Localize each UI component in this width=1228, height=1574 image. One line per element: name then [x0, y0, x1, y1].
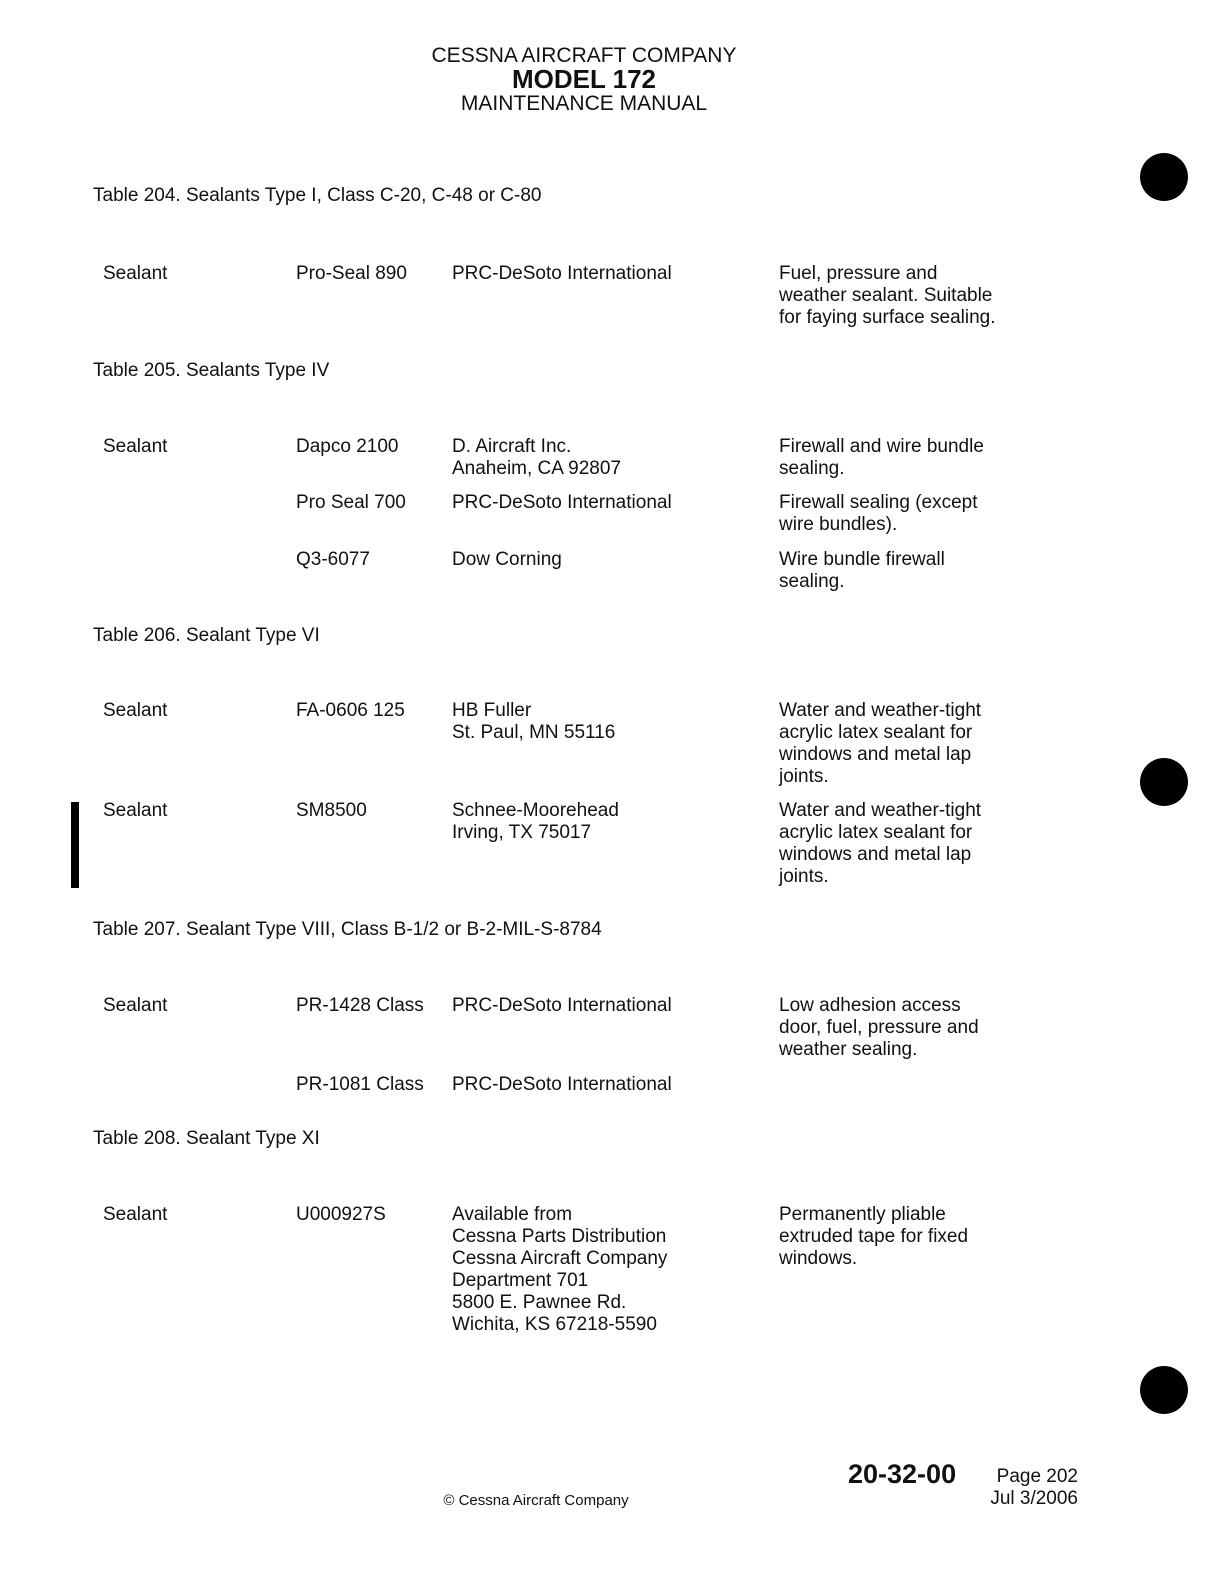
punch-hole: [1140, 758, 1188, 806]
table-cell-use: Firewall and wire bundle sealing.: [779, 436, 984, 479]
copyright: © Cessna Aircraft Company: [443, 1492, 629, 1509]
table-cell-source: HB Fuller St. Paul, MN 55116: [452, 700, 616, 743]
table-cell-item: Sealant: [103, 263, 168, 284]
table-cell-use: Permanently pliable extruded tape for fixed windows.: [779, 1204, 969, 1269]
table-cell-part: FA-0606 125: [296, 700, 405, 721]
table-caption: Table 206. Sealant Type VI: [93, 625, 320, 646]
table-cell-use: Fuel, pressure and weather sealant. Suitable for faying surface sealing.: [779, 263, 996, 328]
table-cell-source: D. Aircraft Inc. Anaheim, CA 92807: [452, 436, 622, 479]
table-cell-source: PRC-DeSoto International: [452, 1074, 672, 1095]
table-caption: Table 208. Sealant Type XI: [93, 1128, 320, 1149]
table-caption: Table 207. Sealant Type VIII, Class B-1/2 or B-2-MIL-S-8784: [93, 919, 602, 940]
header-model: MODEL 172: [511, 64, 656, 94]
table-caption: Table 204. Sealants Type I, Class C-20, C-48 or C-80: [93, 185, 542, 206]
header-manual: MAINTENANCE MANUAL: [460, 92, 708, 115]
table-cell-part: Dapco 2100: [296, 436, 399, 457]
revision-date: Jul 3/2006: [990, 1488, 1078, 1509]
table-cell-use: Wire bundle firewall sealing.: [779, 549, 945, 592]
table-cell-item: Sealant: [103, 700, 168, 721]
table-cell-use: Water and weather-tight acrylic latex sealant for windows and metal lap joints.: [779, 700, 982, 787]
table-cell-part: Pro Seal 700: [296, 492, 406, 513]
table-cell-source: PRC-DeSoto International: [452, 492, 672, 513]
header-company: CESSNA AIRCRAFT COMPANY: [431, 44, 737, 67]
section-number: 20-32-00: [848, 1459, 957, 1489]
table-cell-part: U000927S: [296, 1204, 386, 1225]
table-cell-use: Low adhesion access door, fuel, pressure and weather sealing.: [779, 995, 979, 1060]
punch-hole: [1140, 1366, 1188, 1414]
table-cell-item: Sealant: [103, 1204, 168, 1225]
table-cell-part: PR-1428 Class: [296, 995, 424, 1016]
table-cell-item: Sealant: [103, 800, 168, 821]
table-cell-item: Sealant: [103, 995, 168, 1016]
table-cell-part: Pro-Seal 890: [296, 263, 407, 284]
table-cell-source: Schnee-Moorehead Irving, TX 75017: [452, 800, 619, 843]
table-cell-source: PRC-DeSoto International: [452, 995, 672, 1016]
revision-change-bar: [71, 802, 79, 888]
table-cell-item: Sealant: [103, 436, 168, 457]
table-cell-source: Dow Corning: [452, 549, 562, 570]
table-cell-part: PR-1081 Class: [296, 1074, 424, 1095]
table-cell-source: Available from Cessna Parts Distribution Cessna Aircraft Company Department 701 5800 E. Pawnee Rd. Wichita, KS 67218-5590: [452, 1204, 668, 1335]
table-cell-use: Firewall sealing (except wire bundles).: [779, 492, 978, 535]
table-cell-part: Q3-6077: [296, 549, 370, 570]
table-caption: Table 205. Sealants Type IV: [93, 360, 330, 381]
table-cell-source: PRC-DeSoto International: [452, 263, 672, 284]
page-number: Page 202: [996, 1466, 1078, 1487]
punch-hole: [1140, 153, 1188, 201]
table-cell-part: SM8500: [296, 800, 367, 821]
table-cell-use: Water and weather-tight acrylic latex sealant for windows and metal lap joints.: [779, 800, 982, 887]
